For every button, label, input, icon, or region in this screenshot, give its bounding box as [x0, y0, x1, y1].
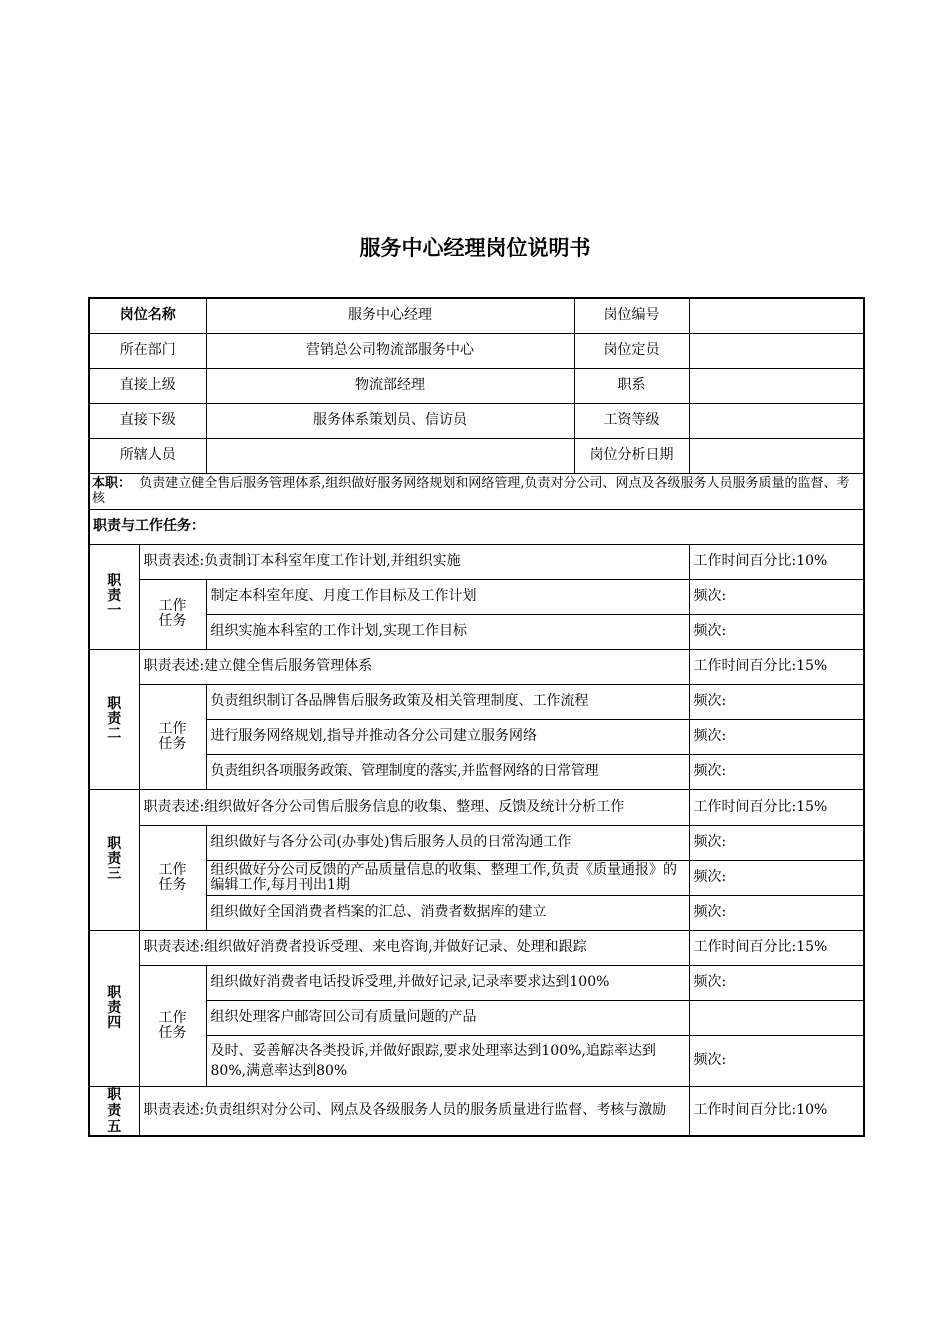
task-row: [89, 965, 864, 1000]
header-value: [206, 438, 574, 473]
benzhi-text: 负责建立健全售后服务管理体系,组织做好服务网络规划和网络管理,负责对分公司、网点及各级服务人员服务质量的监督、考核: [92, 476, 850, 506]
task-text: 组织处理客户邮寄回公司有质量问题的产品: [206, 1000, 689, 1035]
task-row: [89, 1035, 864, 1086]
header-row: [89, 298, 864, 333]
task-text: 组织做好消费者电话投诉受理,并做好记录,记录率要求达到100%: [206, 965, 689, 1000]
header-value: 营销总公司物流部服务中心: [206, 333, 574, 368]
header-value: [689, 298, 864, 333]
task-row: [89, 719, 864, 754]
duty-desc-row: [89, 930, 864, 965]
task-freq: 频次:: [689, 754, 864, 789]
task-freq: 频次:: [689, 579, 864, 614]
header-value: 服务体系策划员、信访员: [206, 403, 574, 438]
task-freq: 频次:: [689, 860, 864, 895]
benzhi-label: 本职：: [92, 476, 132, 491]
header-value: [689, 403, 864, 438]
header-label: 所辖人员: [89, 438, 206, 473]
task-text: 进行服务网络规划,指导并推动各分公司建立服务网络: [206, 719, 689, 754]
task-freq: 频次:: [689, 825, 864, 860]
header-row: [89, 403, 864, 438]
header-value: [689, 333, 864, 368]
duty-pct: 工作时间百分比:10%: [689, 544, 864, 579]
header-label: 职系: [574, 368, 689, 403]
header-value: [689, 368, 864, 403]
task-text: 制定本科室年度、月度工作目标及工作计划: [206, 579, 689, 614]
duty-1-label: 职责一: [89, 544, 139, 649]
header-label: 岗位分析日期: [574, 438, 689, 473]
duty-desc: 职责表述:组织做好消费者投诉受理、来电咨询,并做好记录、处理和跟踪: [139, 930, 689, 965]
duty-desc-row: [89, 649, 864, 684]
duty-pct: 工作时间百分比:15%: [689, 789, 864, 825]
duty-desc: 职责表述:负责制订本科室年度工作计划,并组织实施: [139, 544, 689, 579]
header-label: 直接上级: [89, 368, 206, 403]
task-row: [89, 754, 864, 789]
header-label: 所在部门: [89, 333, 206, 368]
task-label: 工作任务: [139, 965, 206, 1086]
task-freq: 频次:: [689, 895, 864, 930]
task-text: 负责组织各项服务政策、管理制度的落实,并监督网络的日常管理: [206, 754, 689, 789]
header-label: 岗位编号: [574, 298, 689, 333]
duty-desc: 职责表述:建立健全售后服务管理体系: [139, 649, 689, 684]
task-freq: 频次:: [689, 719, 864, 754]
duty-desc-row: [89, 544, 864, 579]
task-row: [89, 684, 864, 719]
task-label: 工作任务: [139, 825, 206, 930]
duty-5-label: 职责五: [89, 1086, 139, 1136]
header-row: [89, 333, 864, 368]
task-row: [89, 825, 864, 860]
duty-2-label: 职责二: [89, 649, 139, 789]
duty-desc: 职责表述:负责组织对分公司、网点及各级服务人员的服务质量进行监督、考核与激励: [139, 1086, 689, 1136]
header-value: 物流部经理: [206, 368, 574, 403]
task-text: 组织做好全国消费者档案的汇总、消费者数据库的建立: [206, 895, 689, 930]
task-text: 组织做好与各分公司(办事处)售后服务人员的日常沟通工作: [206, 825, 689, 860]
duty-pct: 工作时间百分比:15%: [689, 649, 864, 684]
duty-desc: 职责表述:组织做好各分公司售后服务信息的收集、整理、反馈及统计分析工作: [139, 789, 689, 825]
task-text: 组织实施本科室的工作计划,实现工作目标: [206, 614, 689, 649]
task-text: 负责组织制订各品牌售后服务政策及相关管理制度、工作流程: [206, 684, 689, 719]
duties-heading-row: [89, 509, 864, 544]
header-label: 直接下级: [89, 403, 206, 438]
task-row: [89, 895, 864, 930]
task-freq: 频次:: [689, 1035, 864, 1086]
task-freq: 频次:: [689, 684, 864, 719]
duty-pct: 工作时间百分比:10%: [689, 1086, 864, 1136]
header-label: 工资等级: [574, 403, 689, 438]
duty-desc-row: [89, 1086, 864, 1136]
header-row: [89, 438, 864, 473]
task-row: [89, 860, 864, 895]
task-freq: 频次:: [689, 965, 864, 1000]
duty-pct: 工作时间百分比:15%: [689, 930, 864, 965]
task-freq: [689, 1000, 864, 1035]
task-freq: 频次:: [689, 614, 864, 649]
header-value: 服务中心经理: [206, 298, 574, 333]
task-label: 工作任务: [139, 684, 206, 789]
task-row: [89, 614, 864, 649]
page-title: 服务中心经理岗位说明书: [359, 236, 591, 260]
header-row: [89, 368, 864, 403]
duty-desc-row: [89, 789, 864, 825]
header-value: [689, 438, 864, 473]
duty-3-label: 职责三: [89, 789, 139, 930]
task-label: 工作任务: [139, 579, 206, 649]
duties-heading: 职责与工作任务：: [89, 509, 864, 544]
task-text: 及时、妥善解决各类投诉,并做好跟踪,要求处理率达到100%,追踪率达到80%,满意率达到80%: [206, 1035, 689, 1086]
job-description-table: [88, 297, 865, 1137]
task-row: [89, 1000, 864, 1035]
benzhi-row: [89, 473, 864, 509]
task-row: [89, 579, 864, 614]
header-label: 岗位名称: [89, 298, 206, 333]
benzhi-cell: [89, 473, 864, 509]
task-text: 组织做好分公司反馈的产品质量信息的收集、整理工作,负责《质量通报》的编辑工作,每月刊出1期: [206, 860, 689, 895]
duty-4-label: 职责四: [89, 930, 139, 1086]
header-label: 岗位定员: [574, 333, 689, 368]
